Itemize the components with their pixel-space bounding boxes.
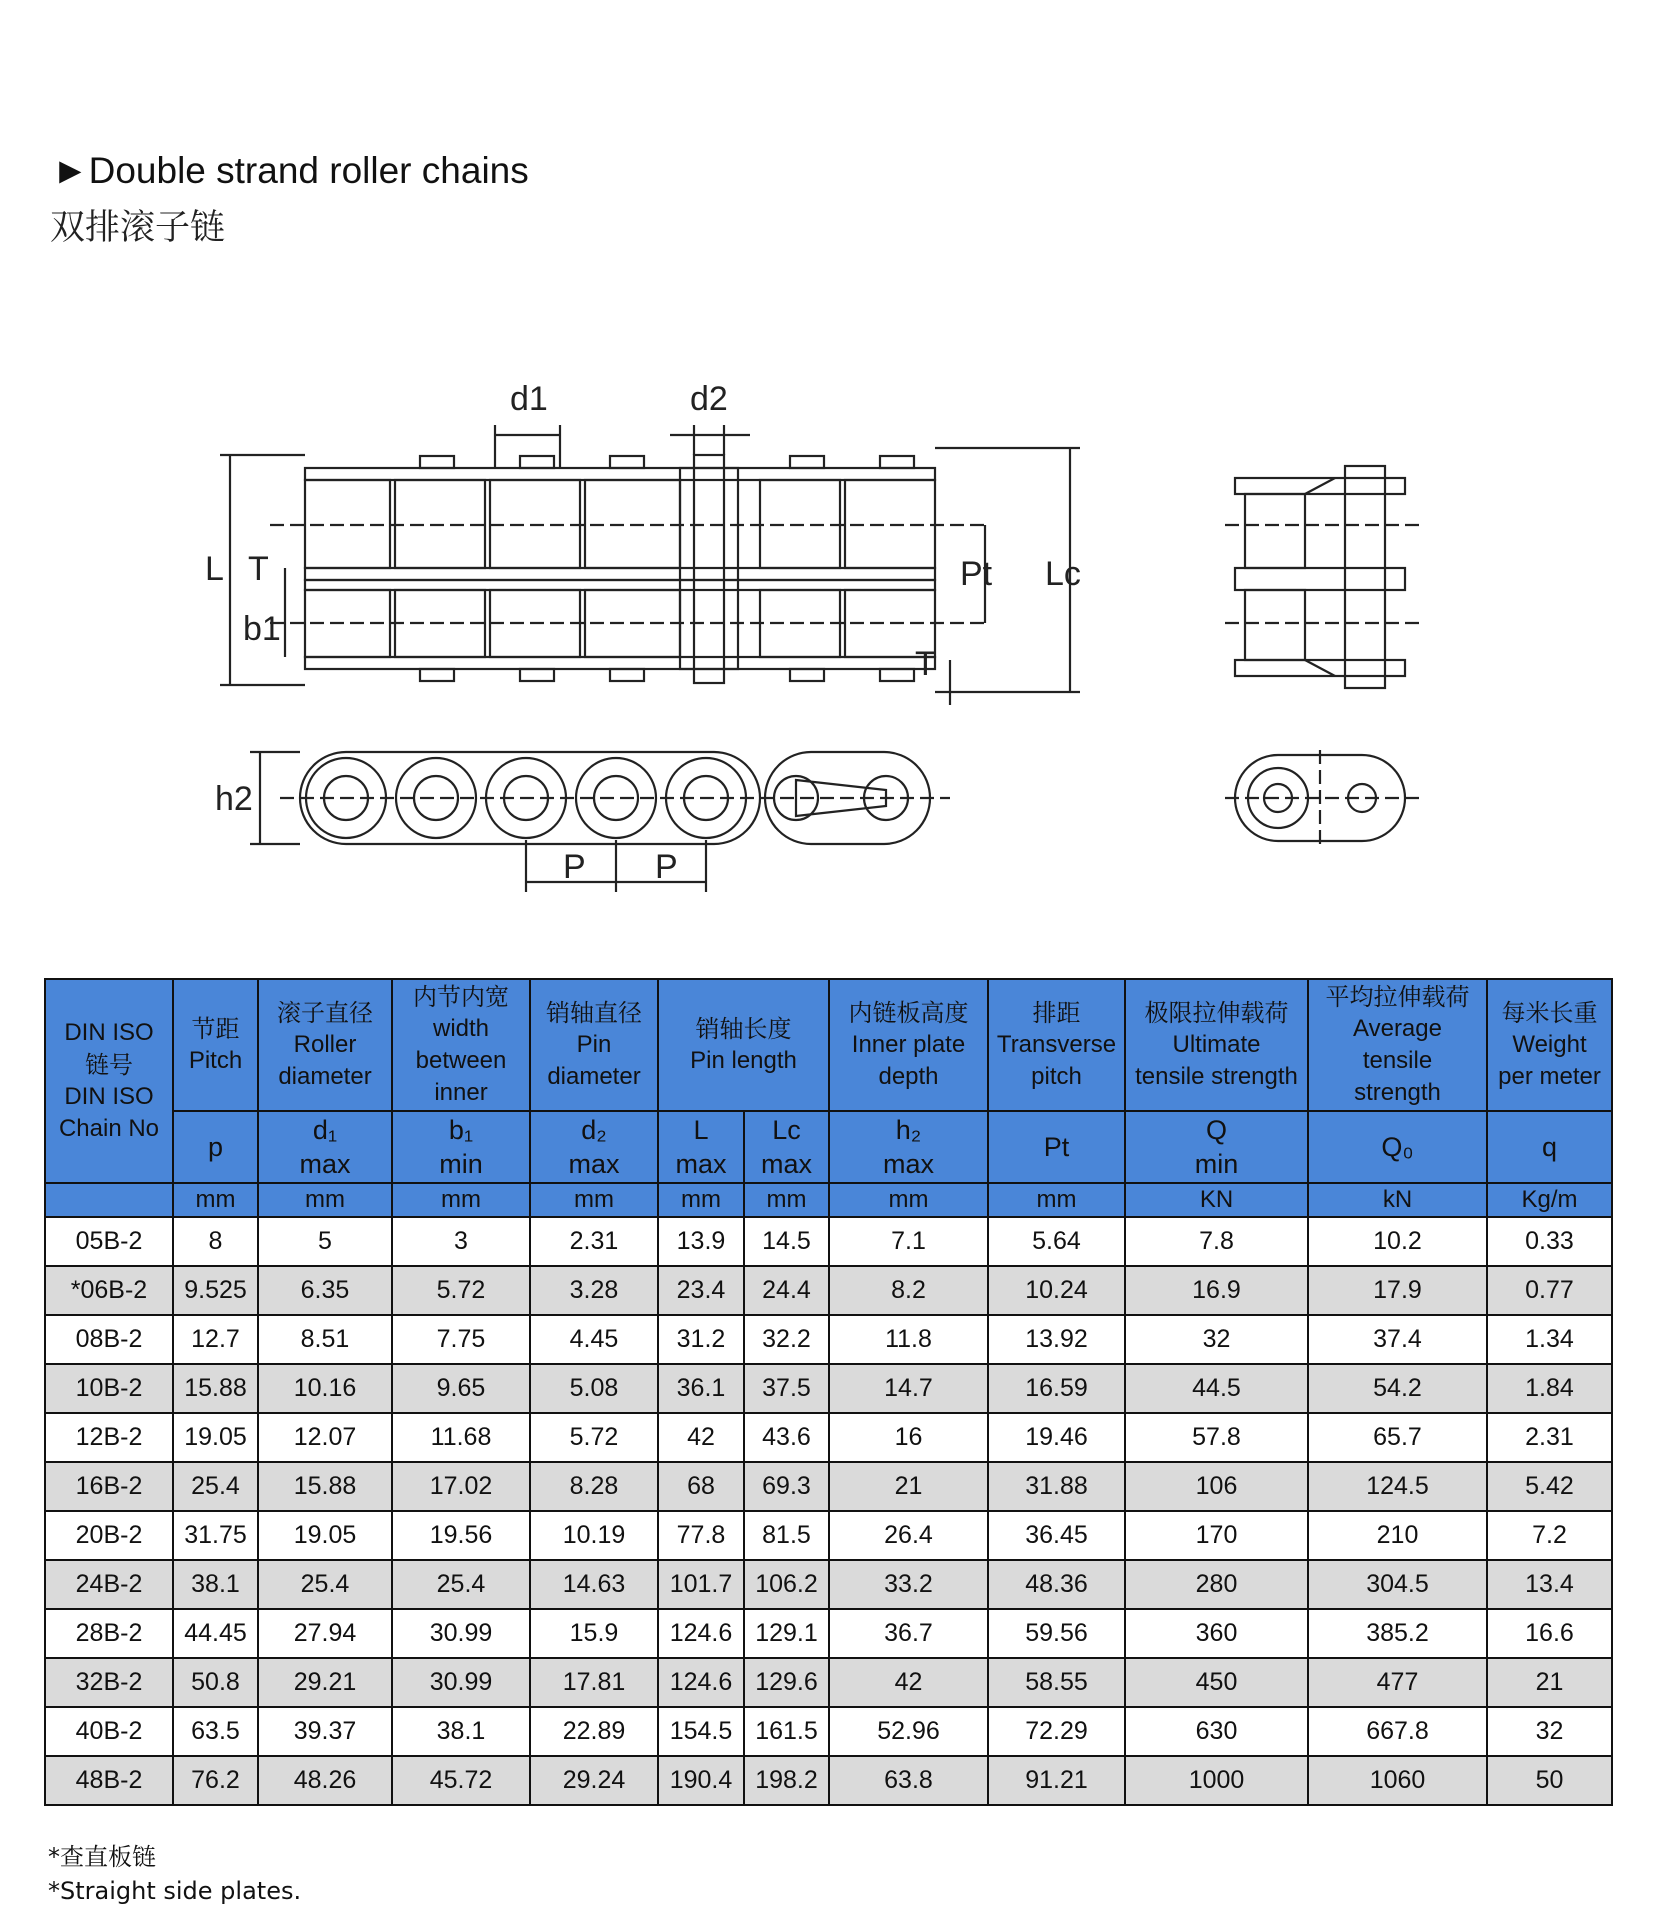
table-cell: 23.4 — [658, 1266, 744, 1315]
table-cell: 10.2 — [1308, 1217, 1487, 1266]
table-cell: 59.56 — [988, 1609, 1125, 1658]
table-cell: 106.2 — [744, 1560, 829, 1609]
table-cell: 19.56 — [392, 1511, 530, 1560]
table-cell: 13.9 — [658, 1217, 744, 1266]
page-title: ►Double strand roller chains — [52, 150, 529, 191]
table-cell: 14.7 — [829, 1364, 988, 1413]
unit-cell: Kg/m — [1487, 1183, 1612, 1217]
unit-cell: kN — [1308, 1183, 1487, 1217]
table-cell: 76.2 — [173, 1756, 258, 1805]
table-cell: 27.94 — [258, 1609, 392, 1658]
unit-cell: mm — [658, 1183, 744, 1217]
symbol-h2: h₂ max — [829, 1111, 988, 1183]
col-ultimate-strength-header: 极限拉伸载荷 Ultimate tensile strength — [1125, 979, 1308, 1111]
label-b1: b1 — [243, 610, 281, 648]
table-cell: 29.21 — [258, 1658, 392, 1707]
table-cell: 630 — [1125, 1707, 1308, 1756]
table-cell: 31.75 — [173, 1511, 258, 1560]
unit-cell: mm — [258, 1183, 392, 1217]
table-cell: 2.31 — [1487, 1413, 1612, 1462]
table-cell: 42 — [658, 1413, 744, 1462]
table-cell: 12.7 — [173, 1315, 258, 1364]
label-Pt: Pt — [960, 555, 993, 593]
unit-cell: mm — [530, 1183, 658, 1217]
table-cell: 24.4 — [744, 1266, 829, 1315]
chain-no-cell: 28B-2 — [45, 1609, 173, 1658]
col-pin-diameter-header: 销轴直径 Pin diameter — [530, 979, 658, 1111]
unit-cell: mm — [829, 1183, 988, 1217]
table-cell: 154.5 — [658, 1707, 744, 1756]
table-cell: 17.02 — [392, 1462, 530, 1511]
table-cell: 48.26 — [258, 1756, 392, 1805]
table-cell: 81.5 — [744, 1511, 829, 1560]
table-cell: 4.45 — [530, 1315, 658, 1364]
table-cell: 21 — [829, 1462, 988, 1511]
table-cell: 39.37 — [258, 1707, 392, 1756]
col-pin-length-header: 销轴长度 Pin length — [658, 979, 829, 1111]
table-cell: 31.88 — [988, 1462, 1125, 1511]
table-cell: 13.4 — [1487, 1560, 1612, 1609]
symbol-d2: d₂ max — [530, 1111, 658, 1183]
table-cell: 0.33 — [1487, 1217, 1612, 1266]
label-Lc: Lc — [1045, 555, 1081, 593]
table-cell: 38.1 — [173, 1560, 258, 1609]
table-cell: 16 — [829, 1413, 988, 1462]
unit-cell: mm — [988, 1183, 1125, 1217]
table-cell: 69.3 — [744, 1462, 829, 1511]
table-cell: 25.4 — [173, 1462, 258, 1511]
table-row — [45, 1413, 1612, 1462]
table-cell: 667.8 — [1308, 1707, 1487, 1756]
table-cell: 124.6 — [658, 1658, 744, 1707]
chain-no-cell: 40B-2 — [45, 1707, 173, 1756]
symbol-L: L max — [658, 1111, 744, 1183]
symbol-p: p — [173, 1111, 258, 1183]
footnote-cn: *查直板链 — [48, 1843, 156, 1871]
table-cell: 16.6 — [1487, 1609, 1612, 1658]
table-cell: 30.99 — [392, 1658, 530, 1707]
table-cell: 63.5 — [173, 1707, 258, 1756]
chain-no-cell: *06B-2 — [45, 1266, 173, 1315]
table-cell: 50.8 — [173, 1658, 258, 1707]
table-cell: 304.5 — [1308, 1560, 1487, 1609]
table-cell: 8.28 — [530, 1462, 658, 1511]
table-cell: 5.72 — [530, 1413, 658, 1462]
table-cell: 129.6 — [744, 1658, 829, 1707]
table-cell: 385.2 — [1308, 1609, 1487, 1658]
table-cell: 36.1 — [658, 1364, 744, 1413]
label-L: L — [205, 550, 224, 588]
table-cell: 17.9 — [1308, 1266, 1487, 1315]
symbol-Lc: Lc max — [744, 1111, 829, 1183]
table-cell: 129.1 — [744, 1609, 829, 1658]
table-cell: 7.1 — [829, 1217, 988, 1266]
table-cell: 124.6 — [658, 1609, 744, 1658]
table-row — [45, 1462, 1612, 1511]
table-cell: 29.24 — [530, 1756, 658, 1805]
table-row — [45, 1364, 1612, 1413]
table-cell: 16.9 — [1125, 1266, 1308, 1315]
table-cell: 3 — [392, 1217, 530, 1266]
chain-no-cell: 24B-2 — [45, 1560, 173, 1609]
table-cell: 3.28 — [530, 1266, 658, 1315]
table-cell: 0.77 — [1487, 1266, 1612, 1315]
table-cell: 10.24 — [988, 1266, 1125, 1315]
label-P2: P — [655, 848, 678, 886]
table-cell: 1060 — [1308, 1756, 1487, 1805]
table-cell: 19.46 — [988, 1413, 1125, 1462]
table-cell: 170 — [1125, 1511, 1308, 1560]
table-cell: 190.4 — [658, 1756, 744, 1805]
unit-cell: mm — [744, 1183, 829, 1217]
table-cell: 16.59 — [988, 1364, 1125, 1413]
table-cell: 14.5 — [744, 1217, 829, 1266]
col-inner-plate-depth-header: 内链板高度 Inner plate depth — [829, 979, 988, 1111]
chain-no-header: DIN ISO 链号 DIN ISO Chain No — [45, 979, 173, 1183]
table-cell: 42 — [829, 1658, 988, 1707]
table-cell: 72.29 — [988, 1707, 1125, 1756]
symbol-q: q — [1487, 1111, 1612, 1183]
col-roller-diameter-header: 滚子直径 Roller diameter — [258, 979, 392, 1111]
table-cell: 17.81 — [530, 1658, 658, 1707]
footnote-en: *Straight side plates. — [48, 1877, 302, 1905]
table-cell: 44.5 — [1125, 1364, 1308, 1413]
table-cell: 43.6 — [744, 1413, 829, 1462]
chain-spec-table — [44, 978, 1613, 1806]
table-cell: 50 — [1487, 1756, 1612, 1805]
table-row — [45, 1707, 1612, 1756]
label-h2: h2 — [215, 780, 253, 818]
table-cell: 7.2 — [1487, 1511, 1612, 1560]
table-cell: 12.07 — [258, 1413, 392, 1462]
table-cell: 48.36 — [988, 1560, 1125, 1609]
table-cell: 37.4 — [1308, 1315, 1487, 1364]
table-cell: 5.72 — [392, 1266, 530, 1315]
table-cell: 33.2 — [829, 1560, 988, 1609]
table-cell: 19.05 — [258, 1511, 392, 1560]
table-cell: 68 — [658, 1462, 744, 1511]
table-row — [45, 1217, 1612, 1266]
table-cell: 54.2 — [1308, 1364, 1487, 1413]
page-subtitle: 双排滚子链 — [50, 208, 226, 248]
table-cell: 57.8 — [1125, 1413, 1308, 1462]
table-cell: 1000 — [1125, 1756, 1308, 1805]
table-cell: 13.92 — [988, 1315, 1125, 1364]
symbol-Q: Q min — [1125, 1111, 1308, 1183]
chain-technical-drawing — [0, 360, 1653, 925]
col-average-strength-header: 平均拉伸载荷 Average tensile strength — [1308, 979, 1487, 1111]
table-cell: 32.2 — [744, 1315, 829, 1364]
table-cell: 360 — [1125, 1609, 1308, 1658]
label-T2: T — [915, 645, 936, 683]
table-cell: 124.5 — [1308, 1462, 1487, 1511]
table-cell: 19.05 — [173, 1413, 258, 1462]
table-row — [45, 1609, 1612, 1658]
table-cell: 26.4 — [829, 1511, 988, 1560]
label-d1: d1 — [510, 380, 548, 418]
table-cell: 21 — [1487, 1658, 1612, 1707]
table-cell: 210 — [1308, 1511, 1487, 1560]
table-cell: 7.75 — [392, 1315, 530, 1364]
chain-no-cell: 08B-2 — [45, 1315, 173, 1364]
table-cell: 8 — [173, 1217, 258, 1266]
table-cell: 45.72 — [392, 1756, 530, 1805]
table-cell: 38.1 — [392, 1707, 530, 1756]
footnotes — [48, 1840, 301, 1908]
unit-cell: KN — [1125, 1183, 1308, 1217]
table-cell: 1.84 — [1487, 1364, 1612, 1413]
table-cell: 9.65 — [392, 1364, 530, 1413]
chain-no-cell: 16B-2 — [45, 1462, 173, 1511]
table-cell: 101.7 — [658, 1560, 744, 1609]
table-row — [45, 1560, 1612, 1609]
table-cell: 31.2 — [658, 1315, 744, 1364]
table-cell: 30.99 — [392, 1609, 530, 1658]
table-cell: 1.34 — [1487, 1315, 1612, 1364]
symbol-b1: b₁ min — [392, 1111, 530, 1183]
chain-no-cell: 05B-2 — [45, 1217, 173, 1266]
table-cell: 63.8 — [829, 1756, 988, 1805]
label-P1: P — [563, 848, 586, 886]
symbol-d1: d₁ max — [258, 1111, 392, 1183]
table-cell: 106 — [1125, 1462, 1308, 1511]
table-cell: 58.55 — [988, 1658, 1125, 1707]
table-cell: 11.8 — [829, 1315, 988, 1364]
table-cell: 14.63 — [530, 1560, 658, 1609]
table-cell: 8.51 — [258, 1315, 392, 1364]
table-row — [45, 1315, 1612, 1364]
table-cell: 36.7 — [829, 1609, 988, 1658]
table-cell: 8.2 — [829, 1266, 988, 1315]
table-cell: 9.525 — [173, 1266, 258, 1315]
label-T: T — [248, 550, 269, 588]
chain-no-cell: 10B-2 — [45, 1364, 173, 1413]
col-pitch-header: 节距 Pitch — [173, 979, 258, 1111]
table-cell: 7.8 — [1125, 1217, 1308, 1266]
table-cell: 161.5 — [744, 1707, 829, 1756]
table-cell: 36.45 — [988, 1511, 1125, 1560]
table-cell: 5 — [258, 1217, 392, 1266]
table-cell: 22.89 — [530, 1707, 658, 1756]
table-cell: 11.68 — [392, 1413, 530, 1462]
table-cell: 25.4 — [258, 1560, 392, 1609]
unit-cell: mm — [392, 1183, 530, 1217]
table-cell: 2.31 — [530, 1217, 658, 1266]
table-cell: 77.8 — [658, 1511, 744, 1560]
table-cell: 15.88 — [173, 1364, 258, 1413]
table-cell: 65.7 — [1308, 1413, 1487, 1462]
table-cell: 32 — [1125, 1315, 1308, 1364]
table-row — [45, 1266, 1612, 1315]
table-cell: 37.5 — [744, 1364, 829, 1413]
symbol-Pt: Pt — [988, 1111, 1125, 1183]
label-d2: d2 — [690, 380, 728, 418]
table-cell: 6.35 — [258, 1266, 392, 1315]
table-cell: 5.08 — [530, 1364, 658, 1413]
table-cell: 477 — [1308, 1658, 1487, 1707]
table-cell: 10.16 — [258, 1364, 392, 1413]
table-cell: 25.4 — [392, 1560, 530, 1609]
chain-no-cell: 32B-2 — [45, 1658, 173, 1707]
col-transverse-pitch-header: 排距 Transverse pitch — [988, 979, 1125, 1111]
unit-cell: mm — [173, 1183, 258, 1217]
symbol-Q0: Q₀ — [1308, 1111, 1487, 1183]
table-row — [45, 1658, 1612, 1707]
chain-no-cell: 12B-2 — [45, 1413, 173, 1462]
table-cell: 15.9 — [530, 1609, 658, 1658]
table-cell: 44.45 — [173, 1609, 258, 1658]
table-row — [45, 1756, 1612, 1805]
table-cell: 450 — [1125, 1658, 1308, 1707]
table-cell: 5.42 — [1487, 1462, 1612, 1511]
unit-blank — [45, 1183, 173, 1217]
table-cell: 198.2 — [744, 1756, 829, 1805]
table-cell: 15.88 — [258, 1462, 392, 1511]
chain-no-cell: 48B-2 — [45, 1756, 173, 1805]
table-cell: 280 — [1125, 1560, 1308, 1609]
table-cell: 32 — [1487, 1707, 1612, 1756]
col-inner-width-header: 内节内宽 width between inner — [392, 979, 530, 1111]
table-cell: 5.64 — [988, 1217, 1125, 1266]
table-cell: 91.21 — [988, 1756, 1125, 1805]
col-weight-header: 每米长重 Weight per meter — [1487, 979, 1612, 1111]
table-row — [45, 1511, 1612, 1560]
table-cell: 10.19 — [530, 1511, 658, 1560]
table-cell: 52.96 — [829, 1707, 988, 1756]
chain-no-cell: 20B-2 — [45, 1511, 173, 1560]
